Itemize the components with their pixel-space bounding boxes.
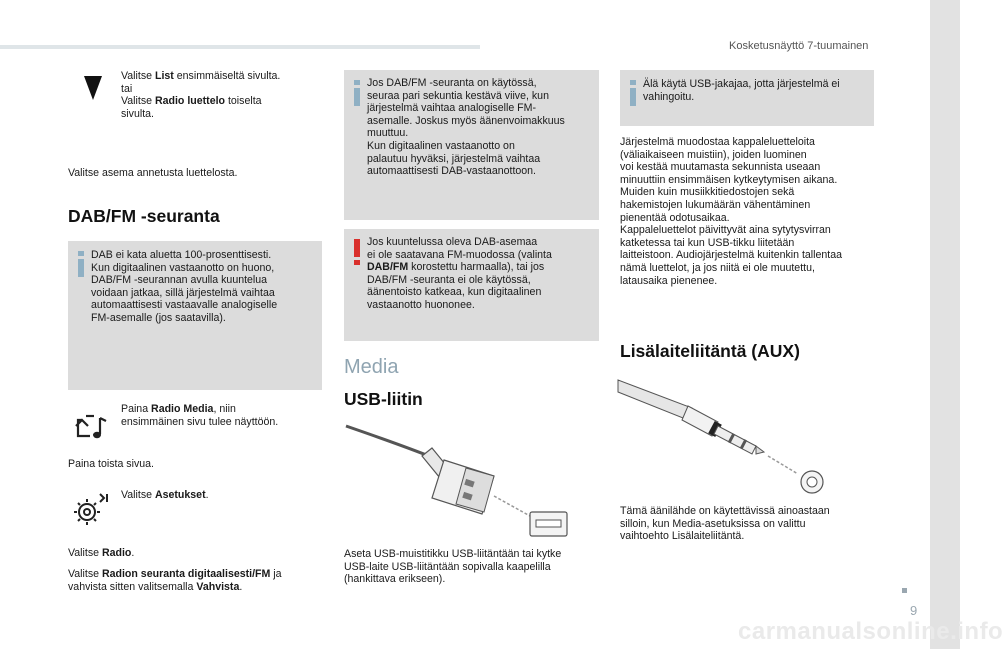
dab-info-note: DAB ei kata aluetta 100-prosenttisesti. Kun digitaalinen vastaanotto on huono, DAB/FM -seurannan avulla kuuntelua voidaan jatkaa, sillä järjestelmä vaihtaa automaattisesti vastaavalle analogiselle FM-asemalle (jos saatavilla). — [68, 241, 322, 390]
dab-fm-info-note: Jos DAB/FM -seuranta on käytössä, seuraa pari sekuntia kestävä viive, kun järjestelmä vaihtaa analogiselle FM- asemalle. Joskus myös äänenvoimakkuus muuttuu. Kun digitaalinen vastaanotto on palautuu hyväksi, järjestelmä vaihtaa automaattisesti DAB-vastaanottoon. — [344, 70, 599, 220]
list-step-text: Valitse List ensimmäiseltä sivulta. tai Valitse Radio luettelo toiselta sivulta. — [121, 70, 281, 120]
gear-icon — [74, 492, 110, 528]
radio-media-icon — [74, 412, 110, 442]
radio-step: Valitse Radio. — [68, 547, 135, 559]
info-icon — [78, 251, 84, 277]
radio-media-step: Paina Radio Media, niin ensimmäinen sivu tulee näyttöön. — [121, 403, 279, 428]
watermark: carmanualsonline.info — [738, 618, 1003, 645]
info-icon — [354, 80, 360, 106]
page-number: 9 — [910, 603, 918, 618]
dab-warning-note: Jos kuuntelussa oleva DAB-asemaa ei ole saatavana FM-muodossa (valinta DAB/FM korostettu harmaalla), tai jos DAB/FM -seuranta ei ole käytössä, äänentoisto katkeaa, kun digitaalinen vastaanotto huononee. — [344, 229, 599, 341]
tracking-step: Valitse Radion seuranta digitaalisesti/FM ja vahvista sitten valitsemalla Vahvista. — [68, 568, 282, 593]
usb-plug-illustration — [344, 418, 574, 543]
usb-hub-note: Älä käytä USB-jakajaa, jotta järjestelmä ei vahingoitu. — [620, 70, 874, 126]
page-header-title: Kosketusnäyttö 7-tuumainen — [729, 40, 869, 52]
info-icon — [630, 80, 636, 106]
select-station-text: Valitse asema annetusta luettelosta. — [68, 167, 238, 179]
triangle-down-icon — [84, 76, 102, 100]
page-marker — [902, 588, 907, 593]
settings-step: Valitse Asetukset. — [121, 489, 209, 501]
aux-jack-illustration — [618, 378, 828, 496]
usb-heading: USB-liitin — [344, 389, 423, 409]
media-section-title: Media — [344, 356, 399, 378]
playlist-text: Järjestelmä muodostaa kappaleluetteloita (väliaikaiseen muistiin), joiden luominen voi kestää muutamasta sekunnista useaan minuuttiin ensimmäisen kytkeytymisen aikana. Muiden kuin musiikkitiedostojen sekä hakemistojen lukumäärän vähentäminen pienentää odotusaikaa. Kappaleluettelot päivittyvät aina sytytysvirran katketessa tai kun USB-tikku liitetään laitteistoon. Audiojärjestelmä kuitenkin tallentaa nämä luettelot, ja jos niitä ei ole muutettu, latausaika pienenee. — [620, 136, 843, 287]
usb-instructions: Aseta USB-muistitikku USB-liitäntään tai kytke USB-laite USB-liitäntään sopivalla kaapelilla (hankittava erikseen). — [344, 548, 562, 586]
right-margin-strip — [930, 0, 960, 649]
header-rule — [0, 45, 480, 49]
warning-icon — [354, 239, 360, 265]
aux-heading: Lisälaiteliitäntä (AUX) — [620, 341, 800, 361]
dab-heading: DAB/FM -seuranta — [68, 206, 220, 226]
aux-instructions: Tämä äänilähde on käytettävissä ainoastaan silloin, kun Media-asetuksissa on valittu vaihtoehto Lisälaiteliitäntä. — [620, 505, 830, 543]
other-page-text: Paina toista sivua. — [68, 458, 154, 470]
